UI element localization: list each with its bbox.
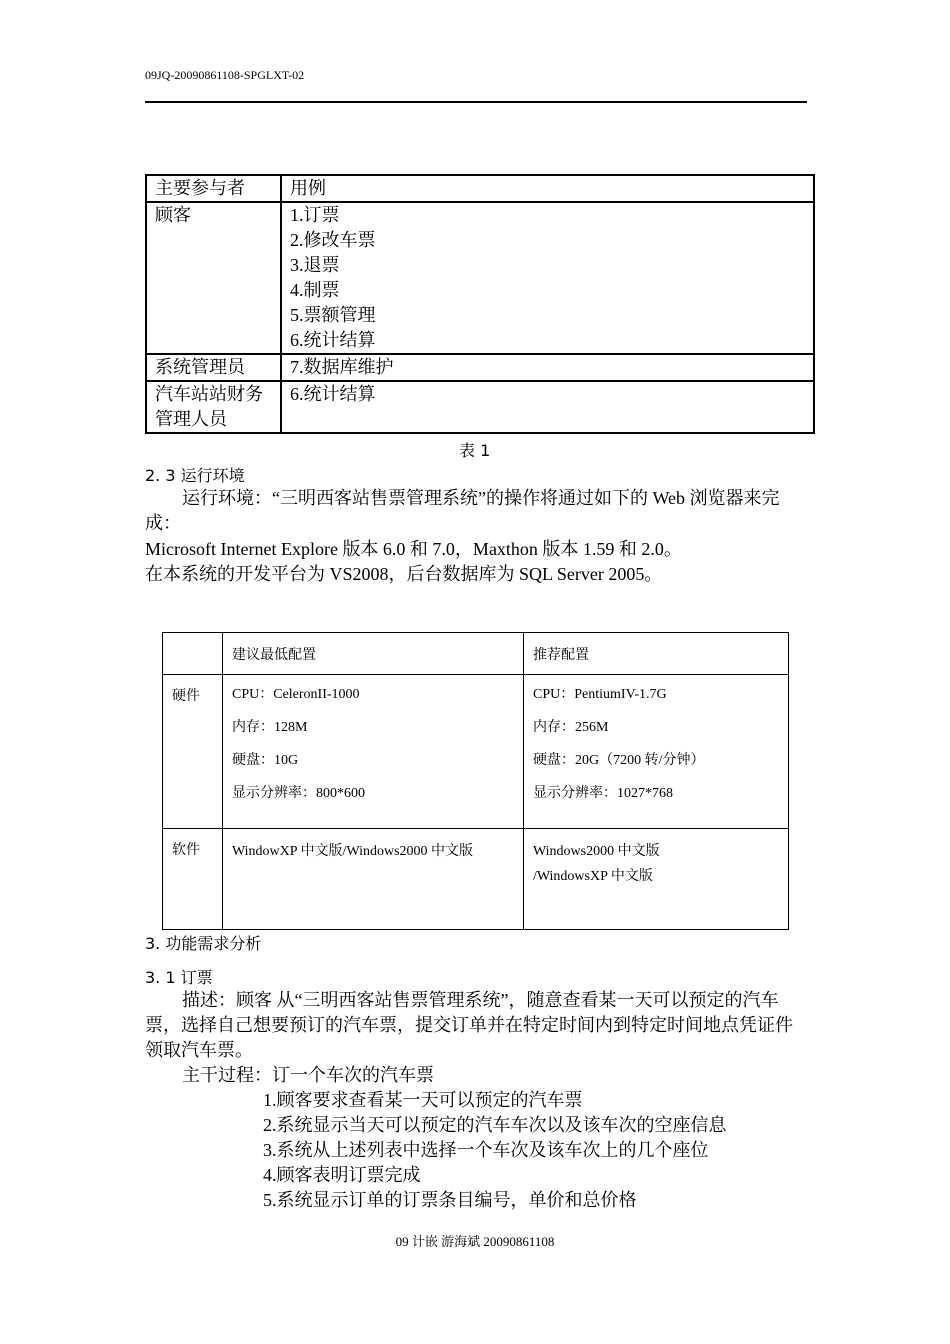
list-item: 4.顾客表明订票完成 (263, 1165, 421, 1185)
actor-line: 管理人员 (155, 409, 227, 429)
row-label-hardware: 硬件 (163, 675, 223, 829)
table-row (146, 381, 814, 433)
table-row (163, 633, 789, 675)
spec-line: 显示分辨率：1027*768 (533, 786, 673, 801)
actor-line: 汽车站站财务 (155, 384, 263, 404)
use-case-item: 7.数据库维护 (290, 357, 394, 377)
table-row (146, 202, 814, 354)
paragraph: 在本系统的开发平台为 VS2008，后台数据库为 SQL Server 2005。 (145, 564, 663, 584)
table-row (146, 354, 814, 381)
spec-line: CPU：PentiumIV-1.7G (533, 687, 667, 702)
use-case-cell (281, 381, 814, 433)
spec-line: 内存：128M (232, 720, 308, 735)
actor-cell: 顾客 (146, 202, 281, 354)
list-item: 5.系统显示订单的订票条目编号，单价和总价格 (263, 1190, 637, 1210)
spec-line: CPU：CeleronII-1000 (232, 687, 360, 702)
paragraph: 主干过程：订一个车次的汽车票 (182, 1065, 434, 1085)
section-heading: 2. 3 运行环境 (145, 466, 245, 485)
table-caption: 表 1 (459, 441, 491, 460)
list-item: 3.系统从上述列表中选择一个车次及该车次上的几个座位 (263, 1140, 709, 1160)
table-row (146, 175, 814, 202)
spec-line: Windows2000 中文版 (533, 844, 660, 859)
list-item: 2.系统显示当天可以预定的汽车车次以及该车次的空座信息 (263, 1115, 727, 1135)
blank-header-cell (163, 633, 223, 675)
spec-line: 硬盘：10G (232, 753, 299, 768)
software-rec-cell (524, 829, 789, 930)
use-case-item: 3.退票 (290, 255, 340, 275)
spec-line: /WindowsXP 中文版 (533, 869, 653, 884)
paragraph: Microsoft Internet Explore 版本 6.0 和 7.0，Maxthon 版本 1.59 和 2.0。 (145, 539, 682, 559)
use-case-cell (281, 202, 814, 354)
use-case-cell (281, 354, 814, 381)
row-label-software: 软件 (163, 829, 223, 930)
use-case-item: 6.统计结算 (290, 384, 376, 404)
spec-line: WindowXP 中文版/Windows2000 中文版 (232, 844, 474, 859)
use-case-item: 4.制票 (290, 280, 340, 300)
table-row (163, 675, 789, 829)
use-case-item: 6.统计结算 (290, 330, 376, 350)
config-table (162, 632, 789, 930)
column-header-use-case: 用例 (281, 175, 814, 202)
hardware-rec-cell (524, 675, 789, 829)
use-case-item: 2.修改车票 (290, 230, 376, 250)
column-header-recommended: 推荐配置 (524, 633, 789, 675)
use-case-item: 1.订票 (290, 205, 340, 225)
section-heading: 3. 1 订票 (145, 968, 213, 987)
page-footer: 09 计嵌 游海斌 20090861108 (395, 1234, 555, 1249)
software-min-cell (223, 829, 524, 930)
paragraph: 运行环境：“三明西客站售票管理系统”的操作将通过如下的 Web 浏览器来完成： (145, 488, 780, 533)
column-header-minimum: 建议最低配置 (223, 633, 524, 675)
paragraph: 描述：顾客 从“三明西客站售票管理系统”，随意查看某一天可以预定的汽车票，选择自己想要预订的汽车票，提交订单并在特定时间内到特定时间地点凭证件领取汽车票。 (145, 990, 793, 1060)
list-item: 1.顾客要求查看某一天可以预定的汽车票 (263, 1090, 583, 1110)
actor-cell: 系统管理员 (146, 354, 281, 381)
spec-line: 显示分辨率：800*600 (232, 786, 365, 801)
use-case-item: 5.票额管理 (290, 305, 376, 325)
spec-line: 硬盘：20G（7200 转/分钟） (533, 753, 705, 768)
document-code: 09JQ-20090861108-SPGLXT-02 (145, 68, 305, 82)
hardware-min-cell (223, 675, 524, 829)
step-list (263, 1088, 727, 1213)
section-heading: 3. 功能需求分析 (145, 934, 262, 953)
actor-cell (146, 381, 281, 433)
spec-line: 内存：256M (533, 720, 609, 735)
header-divider (145, 101, 807, 103)
table-row (163, 829, 789, 930)
column-header-actor: 主要参与者 (146, 175, 281, 202)
use-case-table (145, 174, 815, 434)
